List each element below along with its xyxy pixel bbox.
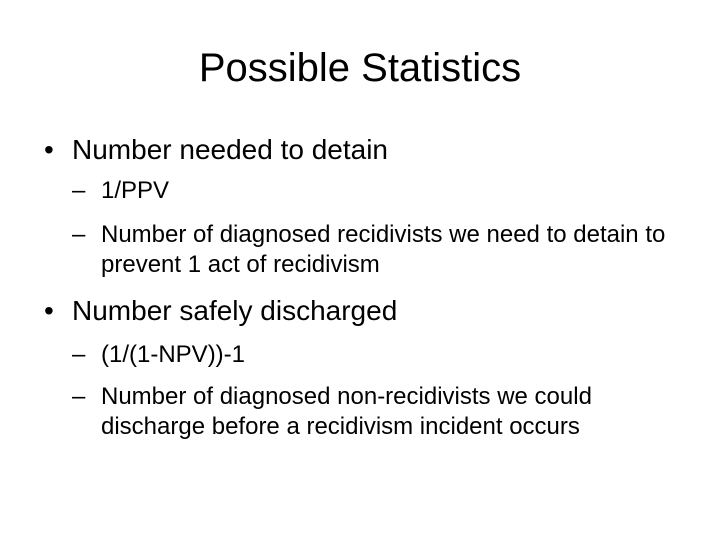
subitem-discharge-definition [72, 382, 692, 442]
bullet-marker: • [44, 134, 54, 165]
subitem-text: 1/PPV [101, 177, 170, 204]
subitem-marker: – [72, 383, 86, 410]
bullet-text: Number safely discharged [72, 295, 398, 326]
subitem-text: Number of diagnosed recidivists we need to detain to prevent 1 act of recidivism [101, 221, 666, 278]
subitem-marker: – [72, 177, 86, 204]
slide-title: Possible Statistics [198, 46, 522, 90]
bullet-number-needed-to-detain [44, 133, 388, 167]
subitem-detain-definition [72, 220, 692, 280]
subitem-marker: – [72, 341, 86, 368]
subitem-1-ppv [72, 176, 692, 206]
subitem-npv-formula [72, 340, 692, 370]
bullet-marker: • [44, 295, 54, 326]
subitem-text: (1/(1-NPV))-1 [101, 341, 246, 368]
bullet-text: Number needed to detain [72, 134, 388, 165]
subitem-marker: – [72, 221, 86, 248]
subitem-text: Number of diagnosed non-recidivists we could discharge before a recidivism incident occurs [101, 383, 592, 440]
bullet-number-safely-discharged [44, 294, 397, 328]
